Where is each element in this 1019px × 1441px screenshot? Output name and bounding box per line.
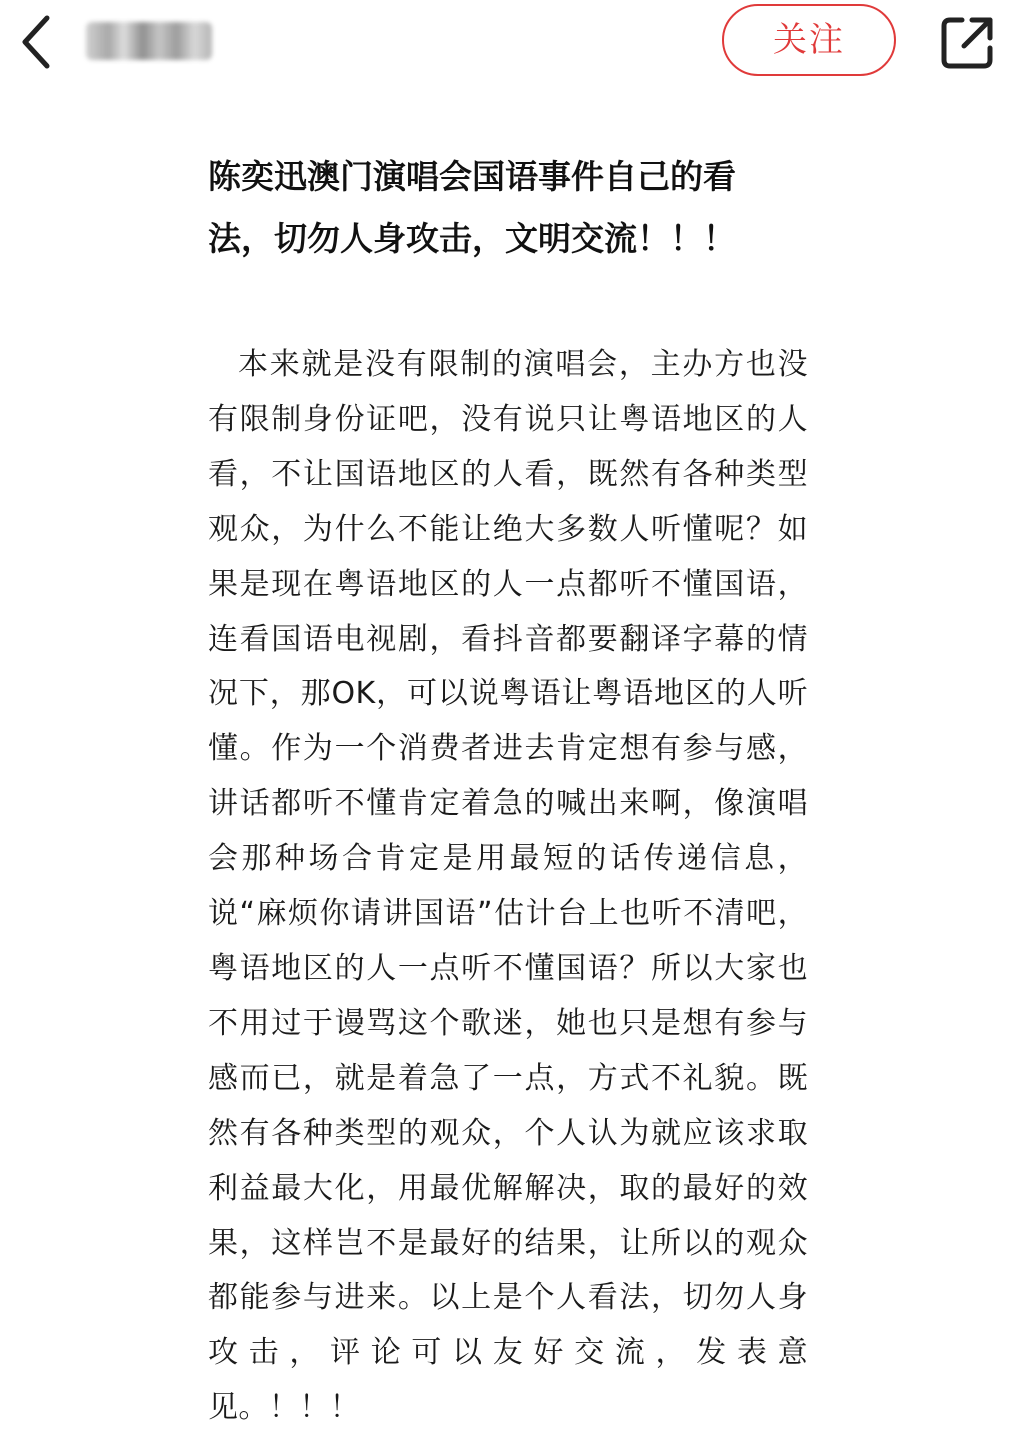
post-title: 陈奕迅澳门演唱会国语事件自己的看法，切勿人身攻击，文明交流！！！ <box>208 157 736 258</box>
back-button[interactable] <box>14 12 58 72</box>
top-bar <box>0 0 1019 90</box>
follow-button[interactable]: 关注 <box>722 4 896 76</box>
post-body: 本来就是没有限制的演唱会，主办方也没有限制身份证吧，没有说只让粤语地区的人看，不让国语地区的人看，既然有各种类型观众，为什么不能让绝大多数人听懂呢？如果是现在粤语地区的人一点都听不懂国语，连看国语电视剧，看抖音都要翻译字幕的情况下，那OK，可以说粤语让粤语地区的人听懂。作为一个消费者进去肯定想有参与感，讲话都听不懂肯定着急的喊出来啊，像演唱会那种场合肯定是用最短的话传递信息，说“麻烦你请讲国语”估计台上也听不清吧，粤语地区的人一点听不懂国语？所以大家也不用过于谩骂这个歌迷，她也只是想有参与感而已，就是着急了一点，方式不礼貌。既然有各种类型的观众，个人认为就应该求取利益最大化，用最优解解决，取的最好的效果，这样岂不是最好的结果，让所以的观众都能参与进来。以上是个人看法，切勿人身攻击，评论可以友好交流，发表意见。！！！ <box>208 347 808 1426</box>
share-button[interactable] <box>938 12 998 72</box>
share-external-icon <box>938 12 998 72</box>
chevron-left-icon <box>19 14 53 70</box>
author-name-blurred[interactable] <box>86 22 212 60</box>
